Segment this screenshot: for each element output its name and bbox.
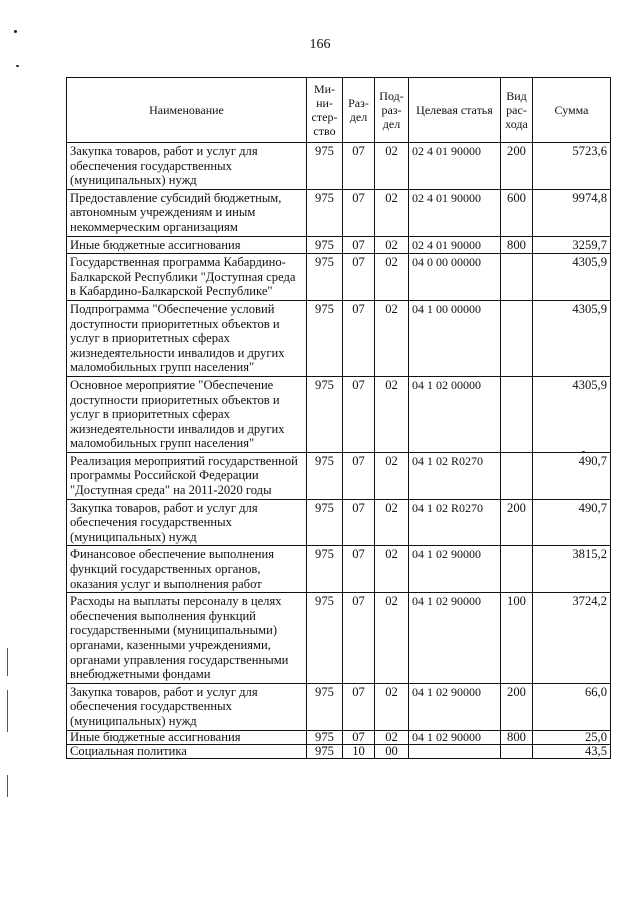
- row-subsection: 02: [375, 143, 409, 190]
- row-sum: 3259,7: [533, 236, 611, 254]
- table-row: [67, 683, 611, 730]
- table-row: [67, 189, 611, 236]
- row-target: 04 1 02 90000: [409, 683, 501, 730]
- table-row: [67, 143, 611, 190]
- row-target: 02 4 01 90000: [409, 236, 501, 254]
- header-row: [67, 78, 611, 143]
- margin-mark: [7, 690, 8, 732]
- table-row: [67, 376, 611, 452]
- scan-speck: [14, 30, 17, 33]
- row-sum: 4305,9: [533, 254, 611, 301]
- row-section: 07: [343, 254, 375, 301]
- row-ministry: 975: [307, 300, 343, 376]
- row-subsection: 02: [375, 376, 409, 452]
- row-target: 04 1 00 00000: [409, 300, 501, 376]
- table-row: [67, 254, 611, 301]
- row-name: Иные бюджетные ассигнования: [67, 236, 307, 254]
- row-target: 04 1 02 00000: [409, 376, 501, 452]
- row-type: [501, 376, 533, 452]
- row-target: 04 1 02 90000: [409, 546, 501, 593]
- row-sum: 9974,8: [533, 189, 611, 236]
- row-sum: 66,0: [533, 683, 611, 730]
- row-section: 07: [343, 452, 375, 499]
- row-name: Подпрограмма "Обеспечение условий доступности приоритетных объектов и услуг в приоритетных сферах жизнедеятельности инвалидов и других маломобильных групп населения": [67, 300, 307, 376]
- row-ministry: 975: [307, 143, 343, 190]
- header-subsection: Под-раз-дел: [375, 78, 409, 143]
- row-ministry: 975: [307, 546, 343, 593]
- row-ministry: 975: [307, 683, 343, 730]
- row-subsection: 02: [375, 236, 409, 254]
- header-name: Наименование: [67, 78, 307, 143]
- row-section: 07: [343, 143, 375, 190]
- row-subsection: 02: [375, 452, 409, 499]
- row-section: 07: [343, 546, 375, 593]
- row-type: [501, 452, 533, 499]
- row-target: 04 0 00 00000: [409, 254, 501, 301]
- row-type: 200: [501, 499, 533, 546]
- header-ministry: Ми-ни-стер-ство: [307, 78, 343, 143]
- row-sum: 490,7: [533, 499, 611, 546]
- page-number: 166: [309, 37, 331, 52]
- row-name: Государственная программа Кабардино-Балкарской Республики "Доступная среда в Кабардино-Балкарской Республике": [67, 254, 307, 301]
- table-row: [67, 730, 611, 744]
- row-section: 07: [343, 300, 375, 376]
- row-sum: 4305,9: [533, 376, 611, 452]
- row-section: 07: [343, 376, 375, 452]
- budget-table: [66, 77, 611, 759]
- header-type: Вид рас-хода: [501, 78, 533, 143]
- row-type: 800: [501, 730, 533, 744]
- row-sum: 25,0: [533, 730, 611, 744]
- scan-speck: [16, 65, 19, 67]
- row-section: 07: [343, 236, 375, 254]
- row-name: Финансовое обеспечение выполнения функций государственных органов, оказания услуг и выполнения работ: [67, 546, 307, 593]
- header-sum: Сумма: [533, 78, 611, 143]
- table-row: [67, 499, 611, 546]
- row-name: Расходы на выплаты персоналу в целях обеспечения выполнения функций государственными (муниципальными) органами, казенными учреждениями, органами управления государственными внебюджетными фондами: [67, 593, 307, 684]
- row-type: [501, 744, 533, 758]
- row-sum: 490,7: [533, 452, 611, 499]
- row-name: Закупка товаров, работ и услуг для обеспечения государственных (муниципальных) нужд: [67, 499, 307, 546]
- row-name: Реализация мероприятий государственной программы Российской Федерации "Доступная среда" на 2011-2020 годы: [67, 452, 307, 499]
- row-type: 200: [501, 143, 533, 190]
- row-target: 04 1 02 90000: [409, 730, 501, 744]
- table-row: [67, 452, 611, 499]
- table-row: [67, 744, 611, 758]
- row-subsection: 02: [375, 593, 409, 684]
- table-row: [67, 546, 611, 593]
- row-section: 07: [343, 683, 375, 730]
- row-target: 04 1 02 R0270: [409, 499, 501, 546]
- row-type: 800: [501, 236, 533, 254]
- row-sum: 4305,9: [533, 300, 611, 376]
- row-section: 07: [343, 499, 375, 546]
- row-subsection: 02: [375, 300, 409, 376]
- row-type: [501, 300, 533, 376]
- row-subsection: 00: [375, 744, 409, 758]
- row-sum: 3815,2: [533, 546, 611, 593]
- row-target: 04 1 02 R0270: [409, 452, 501, 499]
- row-section: 07: [343, 593, 375, 684]
- table-row: [67, 300, 611, 376]
- row-ministry: 975: [307, 189, 343, 236]
- row-name: Основное мероприятие "Обеспечение доступности приоритетных объектов и услуг в приоритетных сферах жизнедеятельности инвалидов и других маломобильных групп населения": [67, 376, 307, 452]
- row-ministry: 975: [307, 593, 343, 684]
- row-subsection: 02: [375, 499, 409, 546]
- row-name: Закупка товаров, работ и услуг для обеспечения государственных (муниципальных) нужд: [67, 143, 307, 190]
- row-target: 02 4 01 90000: [409, 143, 501, 190]
- row-type: 100: [501, 593, 533, 684]
- row-subsection: 02: [375, 730, 409, 744]
- row-subsection: 02: [375, 546, 409, 593]
- row-name: Закупка товаров, работ и услуг для обеспечения государственных (муниципальных) нужд: [67, 683, 307, 730]
- margin-mark: [7, 648, 8, 676]
- row-type: [501, 254, 533, 301]
- row-section: 10: [343, 744, 375, 758]
- row-ministry: 975: [307, 376, 343, 452]
- row-name: Иные бюджетные ассигнования: [67, 730, 307, 744]
- row-target: 04 1 02 90000: [409, 593, 501, 684]
- row-name: Социальная политика: [67, 744, 307, 758]
- row-type: 600: [501, 189, 533, 236]
- row-ministry: 975: [307, 236, 343, 254]
- row-name: Предоставление субсидий бюджетным, автономным учреждениям и иным некоммерческим организациям: [67, 189, 307, 236]
- row-type: [501, 546, 533, 593]
- row-section: 07: [343, 730, 375, 744]
- row-subsection: 02: [375, 683, 409, 730]
- row-ministry: 975: [307, 730, 343, 744]
- row-ministry: 975: [307, 254, 343, 301]
- table-row: [67, 593, 611, 684]
- row-target: [409, 744, 501, 758]
- row-subsection: 02: [375, 189, 409, 236]
- row-ministry: 975: [307, 744, 343, 758]
- row-subsection: 02: [375, 254, 409, 301]
- row-sum: 5723,6: [533, 143, 611, 190]
- row-ministry: 975: [307, 452, 343, 499]
- row-ministry: 975: [307, 499, 343, 546]
- row-section: 07: [343, 189, 375, 236]
- header-section: Раз-дел: [343, 78, 375, 143]
- header-target: Целевая статья: [409, 78, 501, 143]
- row-type: 200: [501, 683, 533, 730]
- row-sum: 43,5: [533, 744, 611, 758]
- row-sum: 3724,2: [533, 593, 611, 684]
- table-row: [67, 236, 611, 254]
- row-target: 02 4 01 90000: [409, 189, 501, 236]
- margin-mark: [7, 775, 8, 797]
